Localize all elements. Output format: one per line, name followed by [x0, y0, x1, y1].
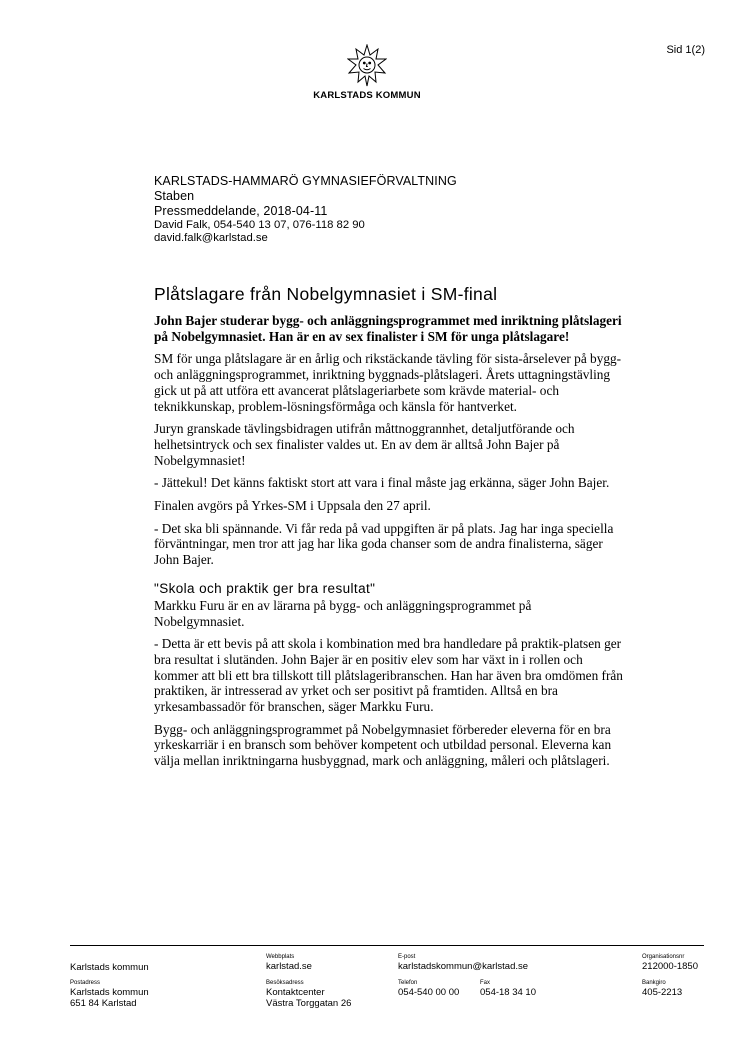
footer-visit-label: Besöksadress — [266, 980, 304, 986]
footer-web-link[interactable]: karlstad.se — [266, 961, 312, 972]
sender-doc-type: Pressmeddelande, 2018-04-11 — [154, 204, 328, 218]
footer-fax-value: 054-18 34 10 — [480, 987, 536, 998]
paragraph: - Det ska bli spännande. Vi får reda på vad uppgiften är på plats. Jag har inga speciella förväntningar, men tror att jag har lika goda chanser som de andra finalisterna, säger John Bajer. — [154, 520, 614, 568]
paragraph: - Jättekul! Det känns faktiskt stort att vara i final måste jag erkänna, säger John Bajer. — [154, 475, 610, 491]
sender-email: david.falk@karlstad.se — [154, 232, 268, 244]
footer-visit-line1: Kontaktcenter — [266, 987, 325, 998]
paragraph: Juryn granskade tävlingsbidragen utifrån måttnoggrannhet, detaljutförande och helhetsintryck och sex finalister valdes ut. En av dem är alltså John Bajer på Nobelgymnasiet! — [154, 421, 575, 468]
footer-postal-line2: 651 84 Karlstad — [70, 998, 137, 1009]
paragraph: SM för unga plåtslagare är en årlig och rikstäckande tävling för sista-årselever på bygg- och anläggningsprogrammet, inriktning byggnads-plåtslageri. Årets uttagningstävling gick ut på att utföra ett avancerat plåtslageriarbete som krävde material- och teknikkunskap, problem-lösningsförmåga och känsla för hantverket. — [154, 351, 622, 414]
article-lead: John Bajer studerar bygg- och anläggningsprogrammet med inriktning plåtslageri på Nobelgymnasiet. Han är en av sex finalister i SM för unga plåtslagare! — [154, 313, 622, 344]
footer-orgnr-value: 212000-1850 — [642, 961, 698, 972]
article-title: Plåtslagare från Nobelgymnasiet i SM-final — [154, 284, 498, 304]
footer-fax-label: Fax — [480, 980, 491, 986]
sender-unit: Staben — [154, 189, 195, 203]
sun-emblem-icon — [347, 44, 387, 88]
page-number: Sid 1(2) — [666, 44, 705, 56]
article-subheading: "Skola och praktik ger bra resultat" — [154, 580, 376, 596]
footer-email-link[interactable]: karlstadskommun@karlstad.se — [398, 961, 529, 972]
sender-block — [154, 174, 457, 245]
sender-department: KARLSTADS-HAMMARÖ GYMNASIEFÖRVALTNING — [154, 174, 457, 188]
footer-phone-label: Telefon — [398, 980, 418, 986]
footer-orgnr-label: Organisationsnr — [642, 954, 685, 960]
paragraph: Markku Furu är en av lärarna på bygg- och anläggningsprogrammet på Nobelgymnasiet. — [154, 597, 532, 629]
paragraph: Bygg- och anläggningsprogrammet på Nobelgymnasiet förbereder eleverna för en bra yrkeskarriär i en bransch som behöver kompetent och utbildad personal. Eleverna kan välja mellan inriktningarna husbyggnad, mark och anläggning, måleri och plåtslageri. — [154, 721, 612, 769]
municipality-logo — [302, 44, 432, 101]
footer-org-name: Karlstads kommun — [70, 962, 149, 973]
sender-contact: David Falk, 054-540 13 07, 076-118 82 90 — [154, 219, 365, 231]
paragraph: Finalen avgörs på Yrkes-SM i Uppsala den 27 april. — [154, 498, 431, 514]
footer-postal-line1: Karlstads kommun — [70, 987, 149, 998]
footer-bankgiro-label: Bankgiro — [642, 980, 666, 986]
article-body — [154, 284, 624, 776]
logo-wordmark: KARLSTADS KOMMUN — [313, 90, 421, 101]
footer-postal-label: Postadress — [70, 980, 101, 986]
footer-visit-line2: Västra Torggatan 26 — [266, 998, 352, 1009]
footer-bankgiro-value: 405-2213 — [642, 987, 683, 998]
paragraph: - Detta är ett bevis på att skola i kombination med bra handledare på praktik-platsen ger bra resultat i slutänden. John Bajer är en positiv elev som har växt in i rollen och kommer att bli ett bra tillskott till plåtslageribranschen. Han har även bra omdömen från praktiken, är intresserad av yrket och ser positivt på framtiden. Alltså en bra yrkesambassadör för branschen, säger Markku Furu. — [154, 636, 623, 715]
footer-email-label: E-post — [398, 954, 416, 960]
footer — [70, 950, 710, 1020]
footer-divider — [70, 945, 704, 946]
footer-phone-value: 054-540 00 00 — [398, 987, 460, 998]
footer-web-label: Webbplats — [266, 954, 295, 960]
